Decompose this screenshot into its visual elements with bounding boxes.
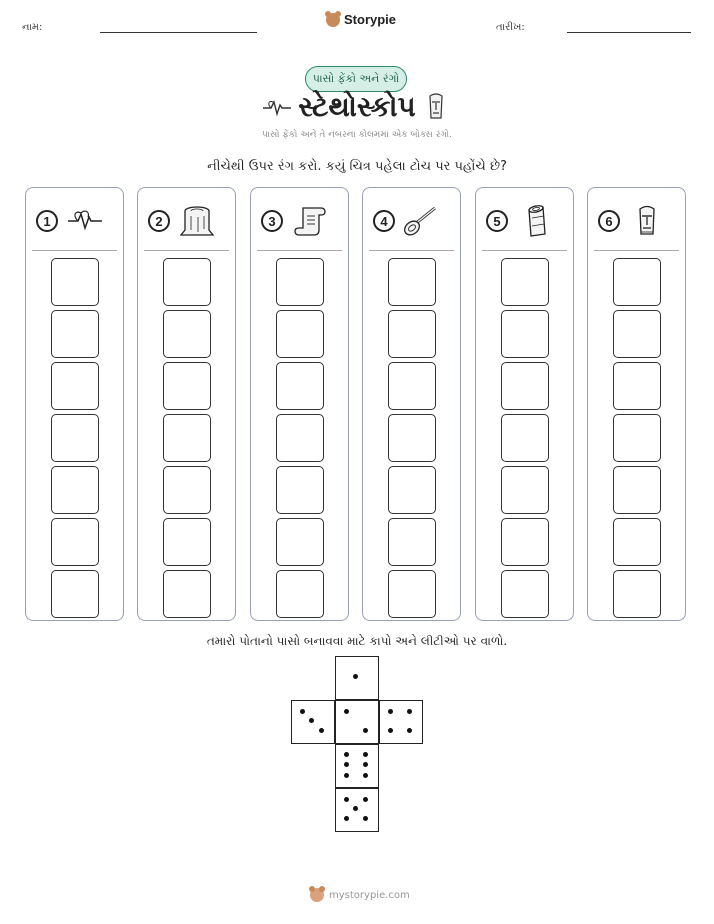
column-number: 1 xyxy=(36,210,58,232)
color-box[interactable] xyxy=(51,258,99,306)
color-box[interactable] xyxy=(501,258,549,306)
color-box[interactable] xyxy=(388,310,436,358)
column-number: 3 xyxy=(261,210,283,232)
color-box[interactable] xyxy=(613,362,661,410)
column-5 xyxy=(475,187,574,621)
color-box[interactable] xyxy=(613,258,661,306)
color-box[interactable] xyxy=(163,362,211,410)
color-box[interactable] xyxy=(388,570,436,618)
die-face-3 xyxy=(291,700,335,744)
color-box[interactable] xyxy=(388,414,436,462)
moai-statue-icon xyxy=(628,204,666,238)
color-box[interactable] xyxy=(501,414,549,462)
activity-pill: પાસો ફેંકો અને રંગો xyxy=(305,66,407,92)
color-box[interactable] xyxy=(388,466,436,514)
cut-fold-instruction: તમારો પોતાનો પાસો બનાવવા માટે કાપો અને લીટીઓ પર વાળો. xyxy=(206,634,508,648)
column-number: 6 xyxy=(598,210,620,232)
date-line xyxy=(567,32,691,33)
trumpet-icon xyxy=(403,204,441,238)
color-box[interactable] xyxy=(613,414,661,462)
color-box[interactable] xyxy=(276,362,324,410)
color-box[interactable] xyxy=(51,570,99,618)
color-box[interactable] xyxy=(163,414,211,462)
color-box[interactable] xyxy=(613,466,661,514)
color-box[interactable] xyxy=(276,518,324,566)
column-3 xyxy=(250,187,349,621)
tree-stump-icon xyxy=(178,204,216,238)
brand-name: Storypie xyxy=(344,12,397,27)
name-line xyxy=(100,32,257,33)
color-box[interactable] xyxy=(388,258,436,306)
color-box[interactable] xyxy=(613,570,661,618)
footer-site[interactable]: mystorypie.com xyxy=(329,889,410,901)
column-6 xyxy=(587,187,686,621)
color-box[interactable] xyxy=(163,258,211,306)
color-box[interactable] xyxy=(51,362,99,410)
color-box[interactable] xyxy=(613,310,661,358)
column-1 xyxy=(25,187,124,621)
moai-statue-icon xyxy=(426,92,446,122)
name-label: નામ: xyxy=(22,22,43,33)
color-box[interactable] xyxy=(501,362,549,410)
question-text: નીચેથી ઉપર રંગ કરો. કયું ચિત્ર પહેલા ટોચ પર પહોંચે છે? xyxy=(207,159,507,174)
die-face-2 xyxy=(335,700,379,744)
color-box[interactable] xyxy=(51,310,99,358)
die-face-6 xyxy=(335,744,379,788)
color-box[interactable] xyxy=(276,310,324,358)
column-2 xyxy=(137,187,236,621)
column-number: 2 xyxy=(148,210,170,232)
die-face-4 xyxy=(379,700,423,744)
color-box[interactable] xyxy=(501,518,549,566)
die-face-1 xyxy=(335,656,379,700)
color-box[interactable] xyxy=(501,466,549,514)
color-box[interactable] xyxy=(276,570,324,618)
die-face-5 xyxy=(335,788,379,832)
color-box[interactable] xyxy=(613,518,661,566)
bear-icon xyxy=(326,13,340,27)
color-box[interactable] xyxy=(388,518,436,566)
color-box[interactable] xyxy=(51,414,99,462)
brand-logo xyxy=(326,12,396,27)
rolled-mat-icon xyxy=(516,204,554,238)
column-number: 4 xyxy=(373,210,395,232)
footer xyxy=(310,888,410,902)
color-box[interactable] xyxy=(51,466,99,514)
color-box[interactable] xyxy=(276,414,324,462)
page-subtitle: પાસો ફેંકો અને તે નંબરના કોલમમાં એક બોક્સ રંગો. xyxy=(261,130,453,140)
scroll-icon xyxy=(291,204,329,238)
color-box[interactable] xyxy=(276,466,324,514)
color-box[interactable] xyxy=(163,466,211,514)
color-box[interactable] xyxy=(501,310,549,358)
column-4 xyxy=(362,187,461,621)
color-box[interactable] xyxy=(51,518,99,566)
color-box[interactable] xyxy=(163,518,211,566)
bear-icon xyxy=(310,888,324,902)
color-box[interactable] xyxy=(163,570,211,618)
heartbeat-icon xyxy=(66,204,104,238)
page-title: સ્ટેથોસ્કોપ xyxy=(298,90,416,123)
date-label: તારીખ: xyxy=(496,22,525,33)
color-box[interactable] xyxy=(276,258,324,306)
color-box[interactable] xyxy=(501,570,549,618)
column-number: 5 xyxy=(486,210,508,232)
color-box[interactable] xyxy=(388,362,436,410)
color-box[interactable] xyxy=(163,310,211,358)
